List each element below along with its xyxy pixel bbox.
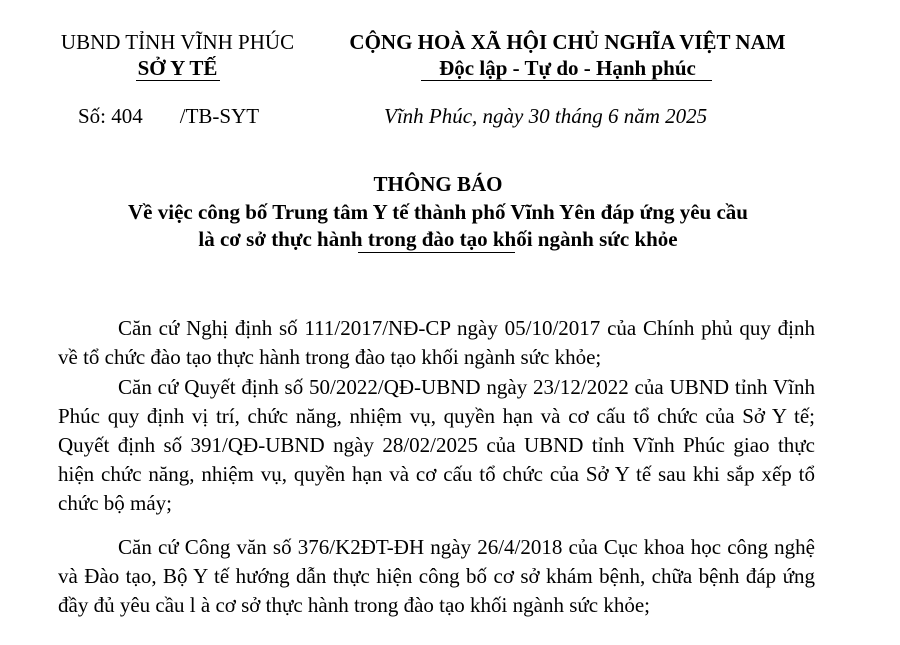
document-subtitle-line-2: là cơ sở thực hành trong đào tạo khối ngành sức khỏe — [198, 227, 678, 251]
body-paragraph-1: Căn cứ Nghị định số 111/2017/NĐ-CP ngày 05/10/2017 của Chính phủ quy định về tổ chức đào tạo thực hành trong đào tạo khối ngành sức khỏe; — [58, 316, 815, 369]
document-title: THÔNG BÁO — [373, 172, 503, 196]
national-motto: Độc lập - Tự do - Hạnh phúc — [439, 56, 696, 80]
issuing-department: SỞ Y TẾ — [137, 56, 218, 80]
document-subtitle-line-1: Về việc công bố Trung tâm Y tế thành phố Vĩnh Yên đáp ứng yêu cầu — [128, 200, 748, 224]
subtitle-underline — [358, 252, 515, 253]
document-number — [78, 104, 259, 128]
issuing-agency: UBND TỈNH VĨNH PHÚC — [60, 30, 295, 54]
place-and-date: Vĩnh Phúc, ngày 30 tháng 6 năm 2025 — [384, 104, 708, 128]
department-underline — [136, 80, 220, 81]
motto-underline — [421, 80, 712, 81]
document-number-suffix: /TB-SYT — [179, 104, 260, 128]
document-number-label: Số: 404 — [78, 104, 143, 128]
body-paragraph-3: Căn cứ Công văn số 376/K2ĐT-ĐH ngày 26/4/2018 của Cục khoa học công nghệ và Đào tạo, Bộ Y tế hướng dẫn thực hiện công bố cơ sở khám bệnh, chữa bệnh đáp ứng đầy đủ yêu cầu l à cơ sở thực hành trong đào tạo khối ngành sức khỏe; — [58, 535, 815, 617]
national-title: CỘNG HOÀ XÃ HỘI CHỦ NGHĨA VIỆT NAM — [349, 30, 786, 54]
body-paragraph-2: Căn cứ Quyết định số 50/2022/QĐ-UBND ngày 23/12/2022 của UBND tỉnh Vĩnh Phúc quy định vị trí, chức năng, nhiệm vụ, quyền hạn và cơ cấu tổ chức của Sở Y tế; Quyết định số 391/QĐ-UBND ngày 28/02/2025 của UBND tỉnh Vĩnh Phúc giao thực hiện chức năng, nhiệm vụ, quyền hạn và cơ cấu tổ chức của Sở Y tế sau khi sắp xếp tổ chức bộ máy; — [58, 375, 815, 515]
